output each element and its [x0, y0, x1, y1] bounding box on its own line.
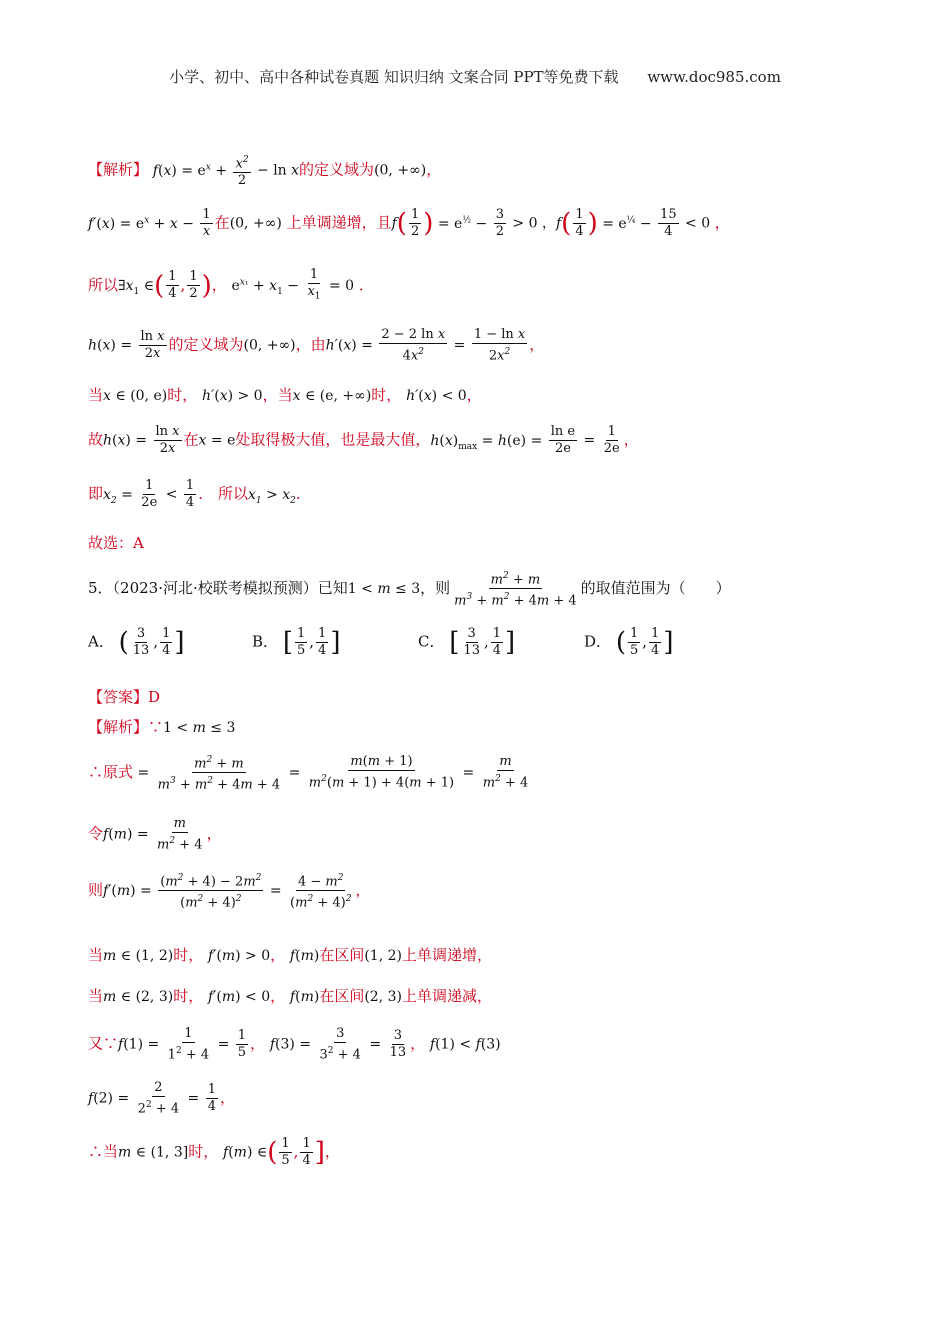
analysis1-line5: 当x ∈ (0, e)时， h′(x) > 0，当x ∈ (e, +∞)时， h′(x) < 0， [88, 386, 482, 404]
analysis1-line7: 即$x_2$ = $\frac{1}{2e}$ < $\frac{1}{4}$ ． 所以$x_1 > x_2$． [88, 478, 311, 510]
analysis2-line4: 则f′(m) = $\frac{(m^2 + 4) - 2m^2}{(m^2 + 4)^2}$ = $\frac{4 - m^2}{(m^2 + 4)^2}$ ， [88, 870, 370, 912]
ie-text: 即 [88, 484, 104, 503]
analysis-tag: 【解析】 [88, 160, 149, 179]
mono-text: 在 [214, 213, 230, 232]
option-d[interactable]: D． ( $\frac{1}{5}$ , $\frac{1}{4}$ ] [584, 626, 674, 658]
option-b[interactable]: B． [ $\frac{1}{5}$ , $\frac{1}{4}$ ] [252, 626, 341, 658]
when-b-a2: 时， [173, 946, 204, 964]
final-b: 时， [188, 1142, 219, 1161]
then-text: 则 [88, 880, 104, 899]
analysis2-line1: 【解析】∵1 < m ≤ 3 [88, 718, 236, 736]
option-b-label: B． [252, 632, 279, 651]
analysis2-line9: ∴当m ∈ (1, 3]时， f(m) ∈( $\frac{1}{5}$ , $\frac{1}{4}$ ]， [88, 1136, 340, 1168]
orig-text: ∴原式 [88, 762, 134, 781]
option-c[interactable]: C． [ $\frac{3}{13}$ , $\frac{1}{4}$ ] [418, 626, 516, 658]
dec-text: 上单调递减， [401, 987, 492, 1005]
let-text: 令 [88, 824, 104, 843]
question-then: ，则 [420, 578, 451, 597]
at-text: 在 [183, 430, 199, 449]
analysis2-line3: 令f(m) = $\frac{m}{m^2 + 4}$ ， [88, 816, 222, 853]
so2-text: 所以 [217, 484, 248, 503]
option-c-label: C． [418, 632, 445, 651]
when-a2b: 当 [88, 987, 104, 1005]
max-text: 处取得极大值，也是最大值， [235, 430, 431, 449]
question-source: （2023·河北·校联考模拟预测）已知 [112, 578, 348, 597]
inc-text-a2: 上单调递增， [401, 946, 492, 964]
therefore-text: 故 [88, 430, 104, 449]
analysis1-line6: 故h(x) = $\frac{\text{ln x}}{2x}$ 在x = e处取得极大值，也是最大值，$h(x)_{max} = h(e)$ = $\frac{\text{ln e}}{2e}$ = $\frac{1}{2e}$ ， [88, 424, 639, 456]
answer-value: D [148, 688, 161, 706]
interval-text-2: 在区间 [319, 987, 365, 1005]
analysis2-line5: 当m ∈ (1, 2)时， f′(m) > 0， f(m)在区间(1, 2)上单调递增， [88, 946, 492, 964]
analysis2-line7: 又∵f(1) = $\frac{1}{1^2 + 4}$ = $\frac{1}{5}$ ， f(3) = $\frac{3}{3^2 + 4}$ = $\frac{3}{13}$ ， f(1) < f(3) [88, 1026, 501, 1063]
option-a[interactable]: A． ( $\frac{3}{13}$ , $\frac{1}{4}$ ] [88, 626, 185, 658]
because-symbol: ∵ [148, 718, 164, 736]
when-b-text: 时， [167, 386, 198, 404]
analysis1-line3: 所以$\exists x_1$ ∈( $\frac{1}{4}$ , $\frac{1}{2}$ )， $e^{x_1} + x_1$ − $\frac{1}{x_1}$ = 0 ． [88, 267, 374, 302]
also-text: 又∵ [88, 1034, 119, 1053]
when2-text: ，当 [262, 386, 293, 404]
question-number: 5． [88, 578, 113, 597]
analysis2-tag: 【解析】 [88, 718, 149, 736]
answer-tag: 【答案】 [88, 688, 149, 706]
question5-line: 5．（2023·河北·校联考模拟预测）已知1 < m ≤ 3，则 $\frac{m^2 + m}{m^3 + m^2 + 4m + 4}$ 的取值范围为（ ） [88, 568, 731, 610]
h-domain-text: 的定义域为 [168, 335, 244, 354]
analysis2-line6: 当m ∈ (2, 3)时， f′(m) < 0， f(m)在区间(2, 3)上单调递减， [88, 987, 492, 1005]
analysis2-line2: ∴原式 = $\frac{m^2 + m}{m^3 + m^2 + 4m + 4}$ = $\frac{m(m + 1)}{m^2(m + 1) + 4(m + 1)}$ = $\frac{m}{m^2 + 4}$ [88, 752, 532, 794]
final-when: ∴当 [88, 1142, 119, 1161]
analysis1-line4: h(x) = $\frac{\text{ln x}}{2x}$ 的定义域为(0, +∞)，由h′(x) = $\frac{\text{2 − 2 ln x}}{4x^2}$ = $\frac{\text{1 − ln x}}{2x^2}$ ， [88, 327, 545, 364]
when2-b-text: 时， [371, 386, 402, 404]
answer-line [88, 686, 160, 707]
interval-text: 在区间 [319, 946, 365, 964]
header-site: www.doc985.com [647, 68, 781, 86]
when-b-a2b: 时， [173, 987, 204, 1005]
so-text: 所以 [88, 275, 119, 294]
option-d-label: D． [584, 632, 612, 651]
option-a-label: A． [88, 632, 114, 651]
by-text: ，由 [295, 335, 326, 354]
when-a2: 当 [88, 946, 104, 964]
header-text: 小学、初中、高中各种试卷真题 知识归纳 文案合同 PPT等免费下载 [169, 68, 619, 86]
domain-text: 的定义域为 [299, 160, 375, 179]
page-header [0, 66, 950, 87]
analysis1-line1: 【解析】 $f(x) = e^x$ + $\frac{x^2}{2}$ − ln x的定义域为(0, +∞)， [88, 152, 441, 189]
when-text: 当 [88, 386, 104, 404]
analysis2-line8: f(2) = $\frac{2}{2^2 + 4}$ = $\frac{1}{4}$ ， [88, 1080, 236, 1117]
analysis1-line2: $f'(x) = e^x + x$ − $\frac{1}{x}$ 在(0, +∞) 上单调递增，且f( $\frac{1}{2}$ ) = $e^{\frac{1}{2}}$ − $\frac{3}{2}$ > 0 ，f( $\frac{1}{4}$ ) = $e^{\frac{1}{4}}$ − $\frac{15}{4}$ < 0 ， [88, 207, 730, 239]
question-range-text: 的取值范围为（ ） [580, 578, 731, 597]
choice-line: 故选：A [88, 534, 144, 552]
inc-text: 上单调递增，且 [286, 213, 392, 232]
